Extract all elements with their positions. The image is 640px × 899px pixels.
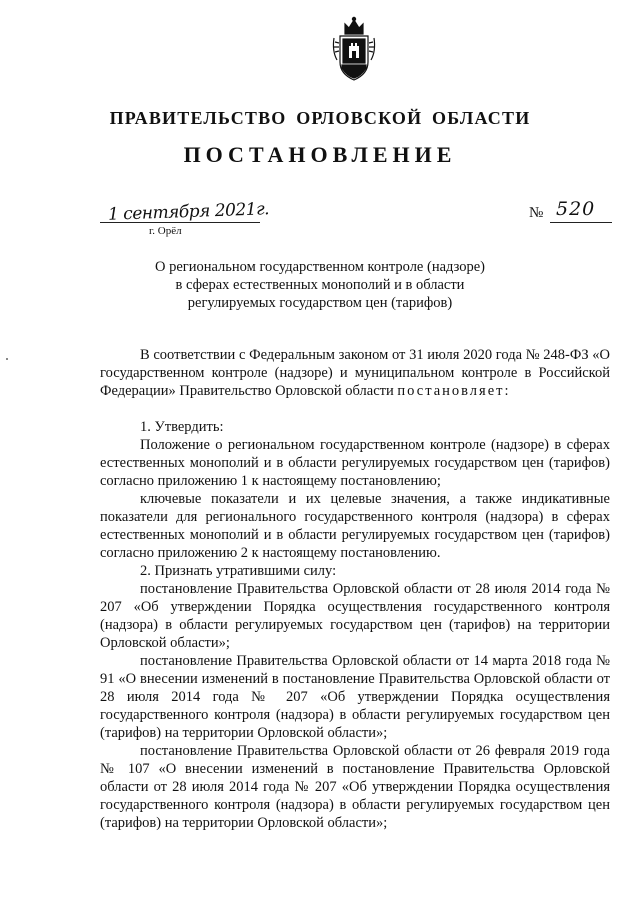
margin-dot (6, 358, 8, 360)
clause-1-item: Положение о региональном государственном контроле (надзоре) в сферах естественных монополий и в области регулируемых государством цен (тарифов) согласно приложению 1 к настоящему постановлению; (100, 437, 610, 489)
date-underline (100, 222, 260, 223)
handwritten-date: 1 сентября 2021г. (107, 199, 270, 225)
clause-2-heading: 2. Признать утратившими силу: (140, 563, 337, 579)
clause-2-item: постановление Правительства Орловской области от 28 июля 2014 года № 207 «Об утверждении Порядка осуществления государственного контроля (надзора) в области регулируемых государством цен (тарифов) на территории Орловской области»; (100, 581, 610, 651)
preamble-text: В соответствии с Федеральным законом от 31 июля 2020 года № 248-ФЗ «О государственном контроле (надзоре) и муниципальном контроле в Российской Федерации» Правительство Орловской области (100, 347, 610, 399)
preamble-verb: постановляет: (397, 383, 511, 399)
document-subject: О региональном государственном контроле (надзоре) в сферах естественных монополий и в области регулируемых государством цен (тарифов) (155, 259, 485, 311)
city-label: г. Орёл (149, 225, 182, 237)
number-label: № (529, 205, 544, 221)
clause-1-item: ключевые показатели и их целевые значения, а также индикативные показатели для регионального государственного контроля (надзора) в сферах естественных монополий и в области регулируемых государством цен (тарифов) согласно приложению 2 к настоящему постановлению. (100, 491, 610, 561)
number-underline (550, 222, 612, 223)
handwritten-number: 520 (556, 198, 596, 220)
document-body (100, 346, 610, 832)
clause-2-item: постановление Правительства Орловской области от 26 февраля 2019 года № 107 «О внесении изменений в постановление Правительства Орловской области от 28 июля 2014 года № 207 «Об утверждении Порядка осуществления государственного контроля (надзора) в области регулируемых государством цен (тарифов) на территории Орловской области»; (100, 743, 610, 831)
government-title: ПРАВИТЕЛЬСТВО ОРЛОВСКОЙ ОБЛАСТИ (109, 108, 531, 128)
document-type-title: ПОСТАНОВЛЕНИЕ (183, 142, 457, 167)
clause-2-item: постановление Правительства Орловской области от 14 марта 2018 года № 91 «О внесении изменений в постановление Правительства Орловской области от 28 июля 2014 года № 207 «Об утверждении Порядка осуществления государственного контроля (надзора) в области регулируемых государством цен (тарифов) на территории Орловской области»; (100, 653, 610, 741)
coat-of-arms-emblem (331, 16, 377, 84)
clause-1-heading: 1. Утвердить: (140, 419, 224, 435)
preamble-paragraph (100, 346, 610, 400)
